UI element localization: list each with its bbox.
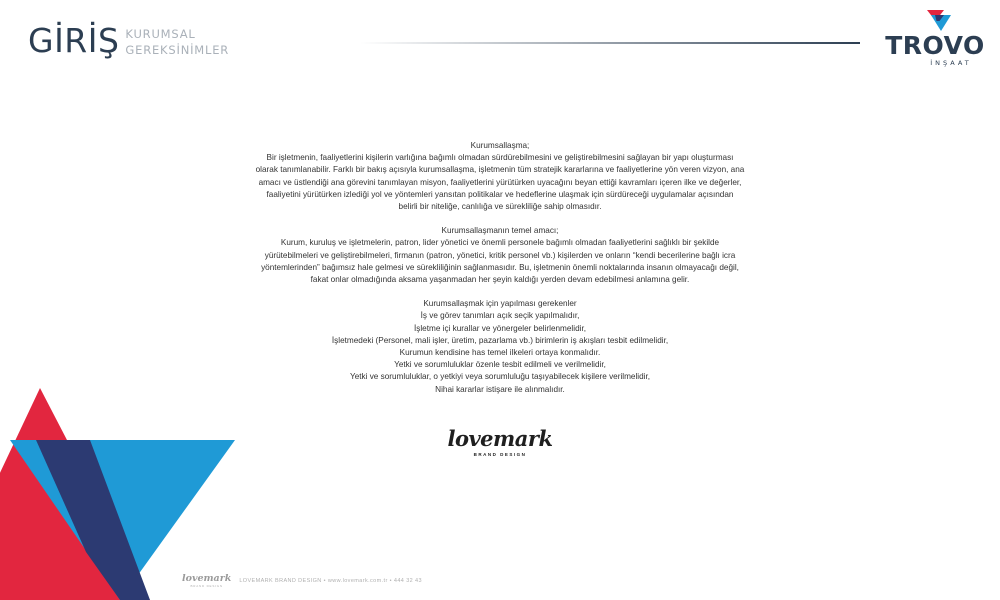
brand-logo	[880, 10, 990, 80]
block3-item: İş ve görev tanımları açık seçik yapılmalıdır,	[420, 311, 580, 321]
block1-line: Bir işletmenin, faaliyetlerini kişilerin varlığına bağımlı olmadan sürdürebilmesini ve geliştirebilmesini sağlayan bir yapı oluşturması	[266, 153, 734, 163]
brand-name: TROVO	[885, 31, 985, 60]
subtitle-line-2: GEREKSİNİMLER	[125, 42, 230, 57]
block2-line: Kurum, kuruluş ve işletmelerin, patron, lider yönetici ve önemli personele bağımlı olmadan faaliyetlerini sağlıklı bir şekilde	[280, 238, 720, 248]
block3-item: Nihai kararlar istişare ile alınmalıdır.	[435, 384, 565, 394]
main-content	[200, 140, 800, 408]
block1-line: faaliyetini yürütürken izlediği yol ve yöntemleri yansıtan politikalar ve hedeflerine ulaşmak için sürdüreceği uygulamalar açısından	[266, 189, 734, 199]
content-block-2	[200, 225, 800, 286]
page-subtitle	[125, 25, 229, 57]
block1-line: belirli bir niteliğe, canlılığa ve sürekliliğe sahip olmasıdır.	[398, 202, 602, 212]
block2-line: yürütebilmeleri ve geliştirebilmeleri, firmanın (patron, yönetici, kritik personel vb.) kişilerden ve onların “kendi becerilerine bağlı icra	[264, 250, 736, 260]
block3-item: Kurumun kendisine has temel ilkeleri ortaya konmalıdır.	[399, 348, 601, 358]
brand-subtitle: İNŞAAT	[930, 59, 972, 67]
block2-heading: Kurumsallaşmanın temel amacı;	[441, 226, 559, 236]
footer-text: LOVEMARK BRAND DESIGN • www.lovemark.com.tr • 444 32 43	[239, 577, 422, 584]
footer	[182, 574, 422, 588]
block3-item: Yetki ve sorumluluklar, o yetkiyi veya sorumluluğu taşıyabilecek kişilere verilmelidir,	[349, 372, 651, 382]
header-divider	[360, 42, 860, 44]
block1-line: amacı ve üstlendiği ana görevini tanımlayan misyon, faaliyetlerini yürütürken uyacağını beyan ettiği kavramları içeren ilke ve değerler,	[258, 177, 742, 187]
footer-logo-tag: BRAND DESIGN	[190, 583, 223, 588]
block3-item: İşletme içi kurallar ve yönergeler belirlenmelidir,	[413, 323, 586, 333]
subtitle-line-1: KURUMSAL	[125, 26, 196, 41]
block3-heading: Kurumsallaşmak için yapılması gerekenler	[423, 299, 577, 309]
agency-logo-tagline: BRAND DESIGN	[473, 452, 527, 457]
block2-line: fakat onlar olmadığında aksama yaşanmadan her şeyin kaldığı yerden devam edebilmesi anlamına gelir.	[310, 275, 690, 285]
block2-line: yöntemlerinden” bağımsız hale gelmesi ve sürekliliğinin sağlanmasıdır. Bu, işletmenin önemli noktalarında insanın olmayacağı değil,	[261, 262, 739, 272]
footer-logo-word: lovemark	[182, 573, 232, 584]
footer-logo	[182, 574, 231, 588]
content-block-1	[200, 140, 800, 213]
page-header	[28, 21, 230, 60]
agency-logo	[430, 428, 570, 457]
content-block-3	[200, 298, 800, 396]
block3-item: İşletmedeki (Personel, mali işler, üretim, pazarlama vb.) birimlerin iş akışları tesbit edilmelidir,	[331, 335, 669, 345]
agency-logo-word: lovemark	[447, 426, 553, 451]
block1-heading: Kurumsallaşma;	[470, 141, 530, 150]
decorative-triangles	[0, 380, 240, 600]
block3-item: Yetki ve sorumluluklar özenle tesbit edilmeli ve verilmelidir,	[394, 360, 606, 370]
page-title: GİRİŞ	[28, 21, 120, 60]
brand-mark-icon	[918, 10, 952, 32]
block1-line: olarak tanımlanabilir. Farklı bir bakış açısıyla kurumsallaşma, işletmenin tüm stratejik kararlarına ve faaliyetlerine yön veren vizyon, ana	[255, 165, 745, 175]
